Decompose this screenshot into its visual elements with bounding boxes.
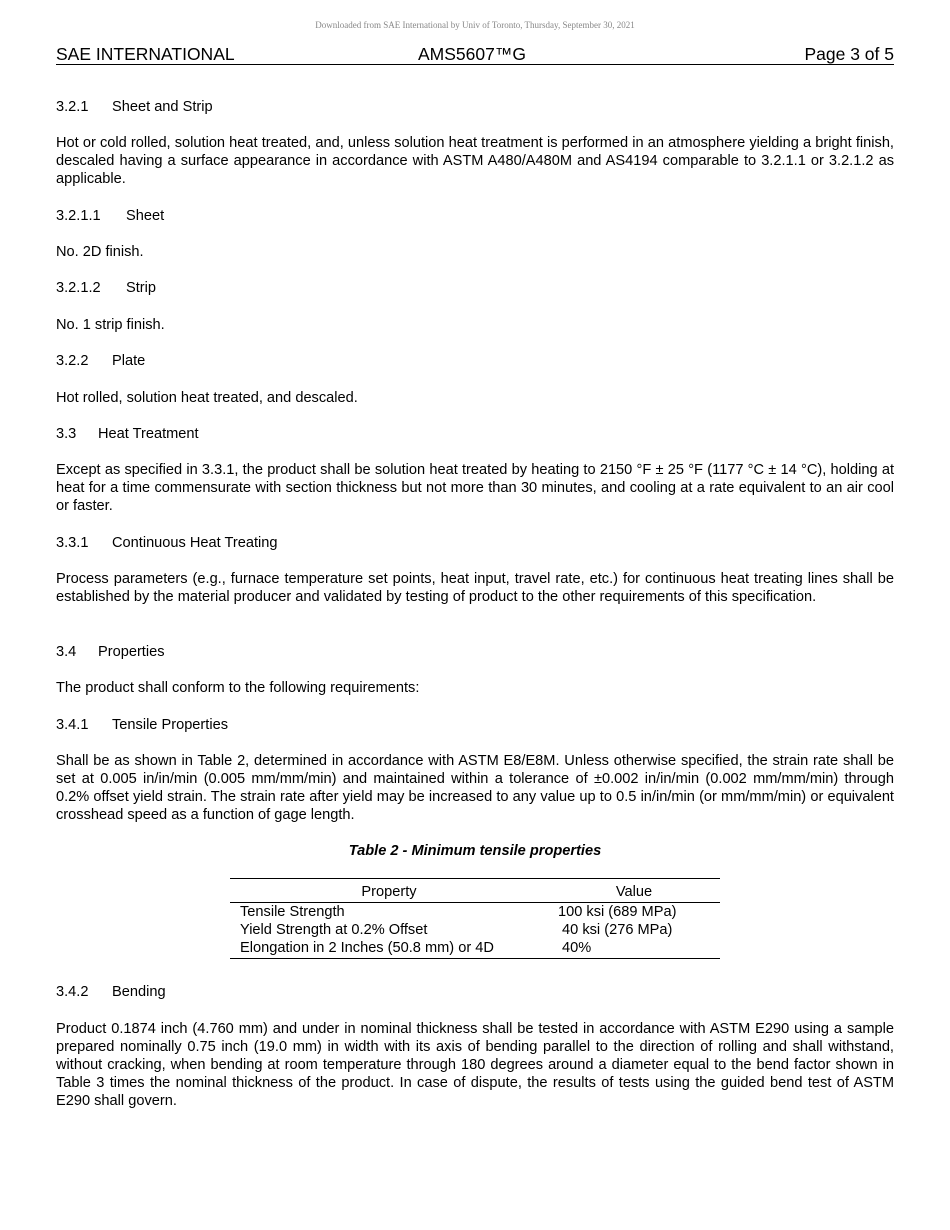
section-3-3-1-text: Process parameters (e.g., furnace temperature set points, heat input, travel rate, etc.) for continuous heat treating lines shall be established by the material producer and validated by testing of product to the other requirements of this specification.	[56, 571, 894, 605]
page-header	[56, 44, 894, 65]
section-number: 3.3.1	[56, 535, 89, 551]
section-3-2-1-2-heading	[56, 279, 156, 297]
column-header-value: Value	[615, 884, 653, 900]
value-cell: 100 ksi (689 MPa)	[558, 904, 677, 920]
section-number: 3.4.2	[56, 984, 89, 1000]
section-number: 3.2.1	[56, 99, 89, 115]
section-title: Strip	[126, 280, 157, 296]
section-3-4-2-text: Product 0.1874 inch (4.760 mm) and under in nominal thickness shall be tested in accordance with ASTM E290 using a sample prepared nominally 0.75 inch (19.0 mm) in width with its axis of bending parallel to the direction of rolling and shall withstand, without cracking, when bending at room temperature through 180 degrees around a diameter equal to the bend factor shown in Table 3 times the nominal thickness of the product. In case of dispute, the results of tests using the guided bend test of ASTM E290 shall govern.	[56, 1021, 894, 1109]
property-cell: Yield Strength at 0.2% Offset	[240, 922, 428, 938]
section-number: 3.4.1	[56, 717, 89, 733]
section-number: 3.2.1.1	[56, 208, 101, 224]
section-3-4-2-heading	[56, 983, 166, 1001]
download-note: Downloaded from SAE International by Univ of Toronto, Thursday, September 30, 2021	[315, 20, 635, 30]
section-title: Sheet	[126, 208, 165, 224]
section-3-3-text: Except as specified in 3.3.1, the product shall be solution heat treated by heating to 2150 °F ± 25 °F (1177 °C ± 14 °C), holding at heat for a time commensurate with section thickness but not more than 30 minutes, and cooling at a rate equivalent to an air cool or faster.	[56, 462, 894, 514]
section-title: Sheet and Strip	[112, 99, 213, 115]
section-3-3-heading	[56, 425, 199, 443]
section-number: 3.3	[56, 426, 77, 442]
section-3-2-1-heading	[56, 98, 213, 116]
section-title: Bending	[112, 984, 166, 1000]
table-row	[230, 939, 720, 959]
section-number: 3.2.2	[56, 353, 89, 369]
section-title: Continuous Heat Treating	[112, 535, 278, 551]
section-title: Plate	[112, 353, 146, 369]
table-row	[230, 921, 720, 939]
column-header-property: Property	[361, 884, 417, 900]
section-3-2-1-1-text: No. 2D finish.	[56, 244, 144, 260]
section-3-2-1-1-heading	[56, 207, 164, 225]
section-3-4-heading	[56, 643, 165, 661]
table-header-row	[230, 879, 720, 903]
section-3-4-1-heading	[56, 716, 228, 734]
section-3-2-1-2-text: No. 1 strip finish.	[56, 317, 165, 333]
table-2-tensile-properties	[230, 878, 720, 959]
value-cell: 40 ksi (276 MPa)	[558, 922, 673, 938]
section-number: 3.4	[56, 644, 77, 660]
section-3-2-1-text: Hot or cold rolled, solution heat treated, and, unless solution heat treatment is performed in an atmosphere yielding a bright finish, descaled having a surface appearance in accordance with ASTM A480/A480M and AS4194 comparable to 3.2.1.1 or 3.2.1.2 as applicable.	[56, 135, 894, 187]
section-3-2-2-text: Hot rolled, solution heat treated, and descaled.	[56, 390, 358, 406]
section-title: Tensile Properties	[112, 717, 228, 733]
header-document-id: AMS5607™G	[418, 44, 526, 64]
section-3-4-text: The product shall conform to the following requirements:	[56, 680, 420, 696]
property-cell: Elongation in 2 Inches (50.8 mm) or 4D	[230, 939, 548, 959]
section-3-4-1-text: Shall be as shown in Table 2, determined in accordance with ASTM E8/E8M. Unless otherwise specified, the strain rate shall be set at 0.005 in/in/min (0.005 mm/mm/min) and maintained within a tolerance of ±0.002 in/in/min (0.002 mm/mm/min) through 0.2% offset yield strain. The strain rate after yield may be increased to any value up to 0.5 in/in/min (or mm/mm/min) or equivalent crosshead speed as a function of gage length.	[56, 753, 894, 823]
value-cell: 40%	[548, 939, 720, 959]
section-title: Properties	[98, 644, 165, 660]
table-row	[230, 903, 720, 922]
header-organization: SAE INTERNATIONAL	[56, 44, 235, 64]
table-2-caption: Table 2 - Minimum tensile properties	[348, 843, 602, 859]
header-page-number: Page 3 of 5	[804, 44, 894, 64]
section-3-3-1-heading	[56, 534, 278, 552]
property-cell: Tensile Strength	[240, 904, 345, 920]
section-number: 3.2.1.2	[56, 280, 101, 296]
section-3-2-2-heading	[56, 352, 145, 370]
section-title: Heat Treatment	[98, 426, 199, 442]
